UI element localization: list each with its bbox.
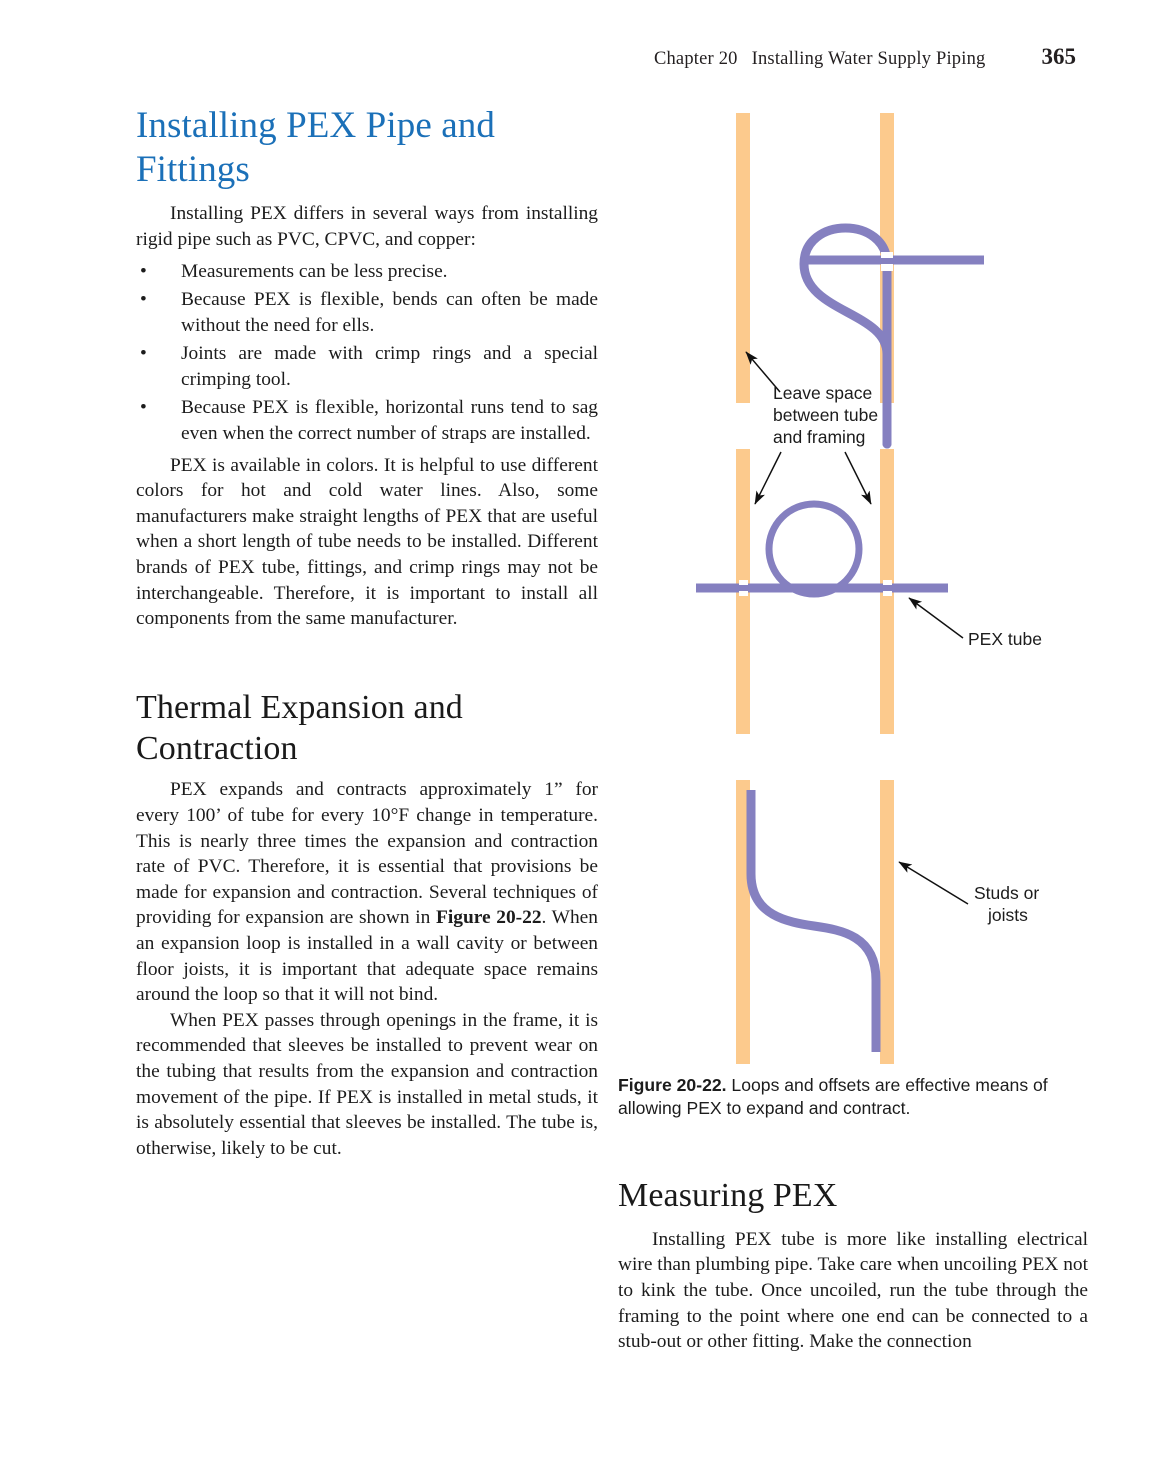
callout-line-1: PEX tube [968, 629, 1042, 649]
section-heading-measuring-pex: Measuring PEX [618, 1177, 838, 1214]
pex-tube-offset [751, 790, 876, 1052]
sleeve-gap-left-upper [739, 580, 748, 585]
section-heading-thermal-expansion: Thermal Expansion and Contraction [136, 688, 463, 767]
section-spacer [136, 632, 598, 688]
running-head-chapter: Chapter 20 [653, 49, 738, 69]
list-item [136, 341, 598, 392]
sleeve-gap-right-lower [883, 591, 892, 596]
list-item-label: Because PEX is flexible, bends can often be made without the need for ells. [181, 289, 598, 336]
right-column-lower [618, 1176, 1088, 1355]
figure-caption-label: Figure 20-22. [618, 1075, 727, 1095]
thermal-expansion-paragraph [136, 777, 598, 1007]
sleeves-paragraph: When PEX passes through openings in the frame, it is recommended that sleeves be installed to prevent wear on the tubing that results from the expansion and contraction movement of the pipe. If PEX is installed in metal studs, it is absolutely essential that sleeves be installed. The tube is, otherwise, likely to be cut. [136, 1009, 598, 1159]
callout-leader-leave-space-2 [755, 452, 781, 504]
figure-caption [618, 1074, 1088, 1120]
list-item-label: Joints are made with crimp rings and a special crimping tool. [181, 343, 598, 390]
running-head [0, 44, 1156, 78]
paragraph-text-part-2: . When an expansion loop is installed in a wall cavity or between floor joists, it is important that adequate space remains around the loop so that it will not bind. [136, 907, 598, 1006]
callout-line-2: joists [988, 905, 1028, 925]
colors-paragraph: PEX is available in colors. It is helpful to use different colors for hot and cold water lines. Also, some manufacturers make straight lengths of PEX that are useful when a short length of tube needs to be installed. Different brands of PEX tube, fittings, and crimp rings may not be interchangeable. Therefore, it is important to install all components from the same manufacturer. [136, 454, 598, 630]
callout-line-1: Studs or [974, 883, 1040, 903]
sleeve-gap-left-lower [739, 591, 748, 596]
panel-loop-horizontal [696, 449, 963, 734]
list-item [136, 395, 598, 446]
callout-leader-pex-tube [909, 598, 963, 638]
sleeve-gap-lower [881, 264, 893, 271]
list-item-label: Measurements can be less precise. [181, 260, 448, 282]
bullet-icon: • [140, 260, 147, 282]
feature-bullet-list [136, 259, 598, 447]
list-item-label: Because PEX is flexible, horizontal runs tend to sag even when the correct number of straps are installed. [181, 397, 598, 445]
pex-tube-expansion-loop [769, 504, 859, 594]
page-title: Installing PEX Pipe and Fittings [136, 105, 495, 190]
figure-caption-text: Loops and offsets are effective means of allowing PEX to expand and contract. [618, 1075, 1048, 1118]
bullet-icon: • [140, 343, 147, 365]
bullet-icon: • [140, 289, 147, 311]
list-item [136, 259, 598, 285]
page-number: 365 [1041, 44, 1076, 69]
running-head-title: Installing Water Supply Piping [751, 49, 986, 69]
callout-leader-leave-space-3 [845, 452, 871, 504]
measuring-pex-paragraph: Installing PEX tube is more like installing electrical wire than plumbing pipe. Take care when uncoiling PEX not to kink the tube. Once uncoiled, run the tube through the framing to the point where one end can be connected to a stub-out or other fitting. Make the connection [618, 1228, 1089, 1353]
figure-20-22 [618, 104, 1088, 1064]
callout-leader-studs [899, 862, 968, 904]
stud-left [736, 113, 750, 403]
callout-leave-space [773, 383, 878, 447]
sleeve-gap-right-upper [883, 580, 892, 585]
paragraph-text-part-1: PEX expands and contracts approximately 1” for every 100’ of tube for every 10°F change in temperature. This is nearly three times the expansion and contraction rate of PVC. Therefore, it is essential that provisions be made for expansion and contraction. Several techniques of providing for expansion are shown in [136, 779, 598, 929]
figure-illustration [618, 104, 1088, 1064]
panel-offset [736, 780, 968, 1064]
list-item [136, 287, 598, 338]
stud-right [880, 780, 894, 1064]
figure-reference: Figure 20-22 [436, 907, 542, 929]
callout-line-3: and framing [773, 427, 866, 447]
callout-line-2: between tube [773, 405, 879, 425]
sleeve-gap-upper [881, 252, 893, 258]
left-column [136, 104, 598, 1161]
callout-studs-or-joists [974, 883, 1039, 925]
callout-line-1: Leave space [773, 383, 873, 403]
intro-paragraph: Installing PEX differs in several ways from installing rigid pipe such as PVC, CPVC, and copper: [136, 203, 598, 250]
bullet-icon: • [140, 397, 147, 419]
callout-pex-tube [968, 629, 1042, 649]
